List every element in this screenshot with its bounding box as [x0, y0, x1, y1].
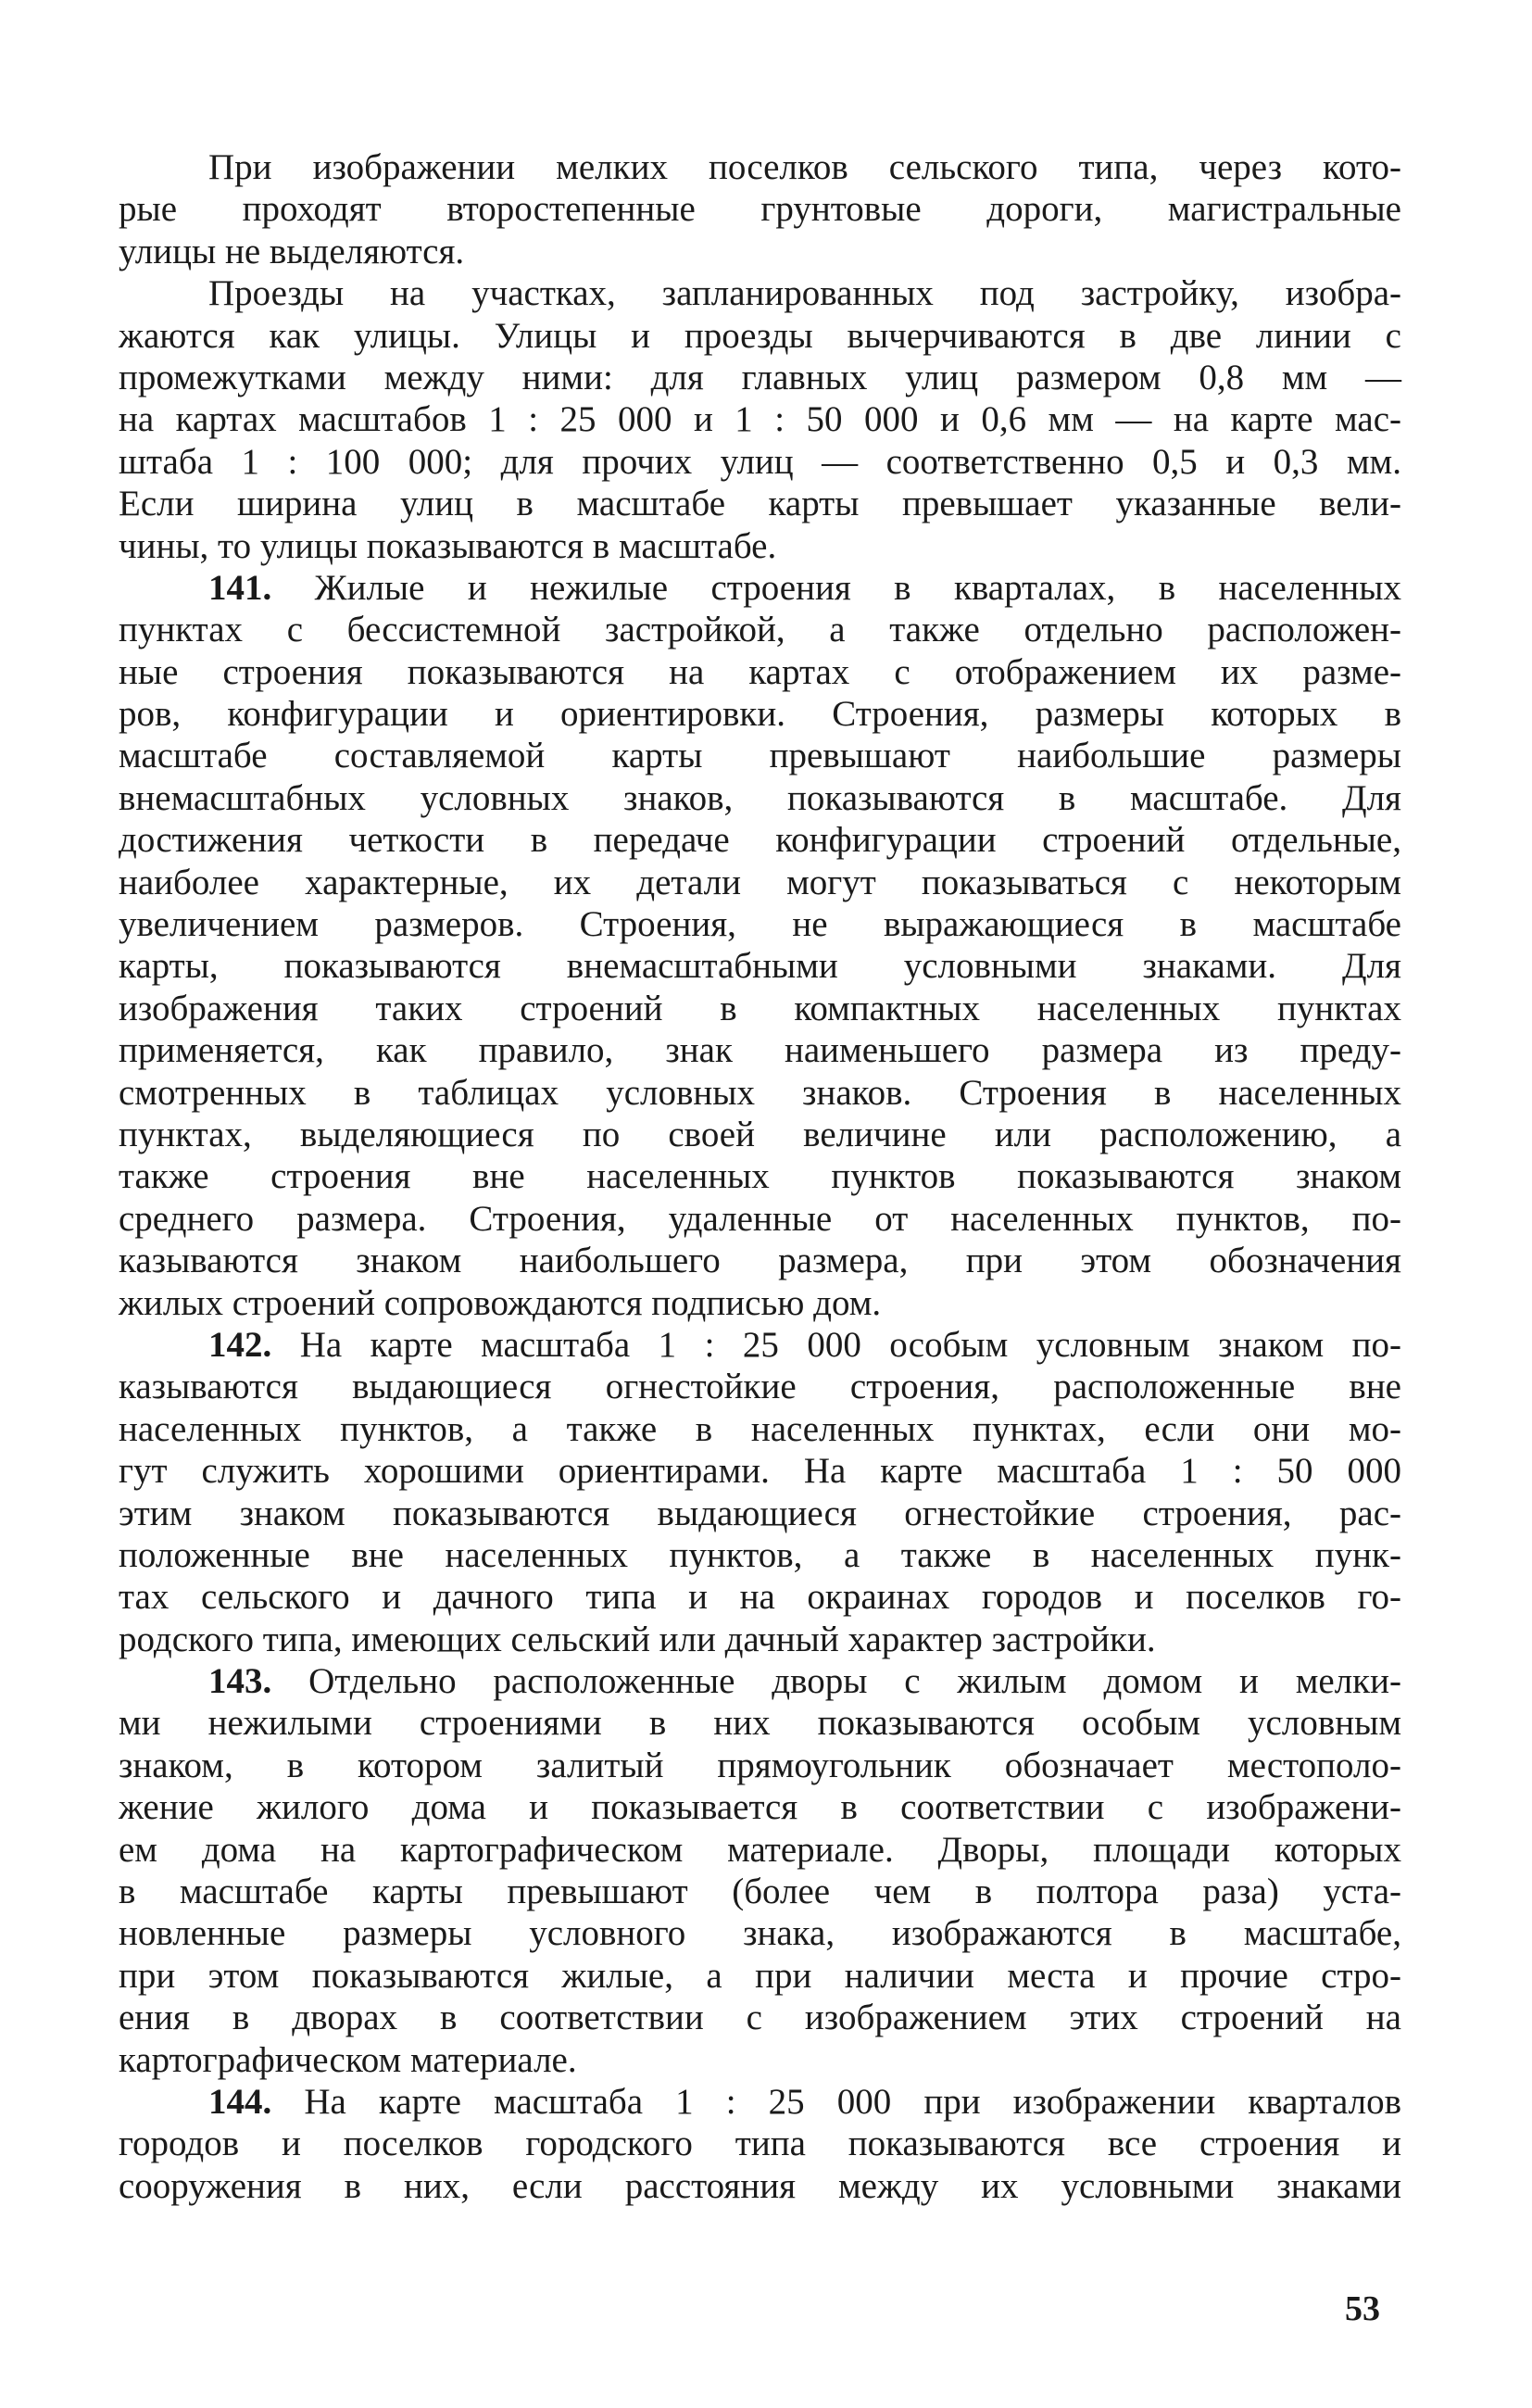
text-line — [119, 483, 1401, 524]
text-line — [119, 1324, 1401, 1366]
line-text: пунктах с бессистемной застройкой, а также отдельно расположен- — [119, 610, 1401, 650]
line-text: среднего размера. Строения, удаленные от населенных пунктов, по- — [119, 1198, 1401, 1239]
line-text: также строения вне населенных пунктов показываются знаком — [119, 1156, 1401, 1197]
line-text: городов и поселков городского типа показываются все строения и — [119, 2124, 1401, 2164]
line-text: достижения четкости в передаче конфигурации строений отдельные, — [119, 820, 1401, 861]
text-line — [119, 1534, 1401, 1576]
line-text: Отдельно расположенные дворы с жилым домом и мелки- — [271, 1661, 1401, 1702]
line-text: тах сельского и дачного типа и на окраинах городов и поселков го- — [119, 1577, 1401, 1618]
text-line — [119, 2165, 1401, 2207]
text-line — [119, 1871, 1401, 1912]
text-line — [119, 1114, 1401, 1155]
line-text: ми нежилыми строениями в них показываются особым условным — [119, 1703, 1401, 1744]
text-line — [119, 1660, 1401, 1702]
text-line — [119, 146, 1401, 188]
text-line — [119, 188, 1401, 230]
text-line — [119, 1493, 1401, 1534]
line-text: ные строения показываются на картах с отображением их разме- — [119, 651, 1401, 692]
line-text: населенных пунктов, а также в населенных пунктах, если они мо- — [119, 1408, 1401, 1449]
line-text: при этом показываются жилые, а при наличии места и прочие стро- — [119, 1955, 1401, 1996]
text-line — [119, 1576, 1401, 1618]
line-text: положенные вне населенных пунктов, а также в населенных пунк- — [119, 1534, 1401, 1575]
text-line — [119, 1745, 1401, 1786]
text-line — [119, 988, 1401, 1029]
line-text: промежутками между ними: для главных улиц размером 0,8 мм — — [119, 357, 1401, 397]
line-text: на картах масштабов 1 : 25 000 и 1 : 50 000 и 0,6 мм — на карте мас- — [119, 399, 1401, 440]
line-text: этим знаком показываются выдающиеся огнестойкие строения, рас- — [119, 1493, 1401, 1533]
section-number: 141. — [208, 567, 272, 608]
line-text: На карте масштаба 1 : 25 000 при изображении кварталов — [271, 2081, 1401, 2122]
section-number: 143. — [208, 1661, 272, 1702]
line-text: внемасштабных условных знаков, показываются в масштабе. Для — [119, 777, 1401, 818]
text-line — [119, 1366, 1401, 1407]
line-text: жилых строений сопровождаются подписью дом. — [119, 1282, 882, 1323]
text-line — [119, 398, 1401, 440]
line-text: Проезды на участках, запланированных под застройку, изобра- — [208, 273, 1401, 314]
text-line — [119, 651, 1401, 693]
line-text: Если ширина улиц в масштабе карты превышает указанные вели- — [119, 484, 1401, 524]
page-number: 53 — [1345, 2289, 1380, 2328]
line-text: На карте масштаба 1 : 25 000 особым условным знаком по- — [271, 1324, 1401, 1365]
line-text: При изображении мелких поселков сельского типа, через кото- — [208, 147, 1401, 187]
page-body — [119, 146, 1401, 2207]
line-text: знаком, в котором залитый прямоугольник обозначает местополо- — [119, 1745, 1401, 1785]
paragraph-p2 — [119, 272, 1401, 567]
paragraph-p144 — [119, 2081, 1401, 2207]
text-line — [119, 2039, 1401, 2081]
text-line — [119, 357, 1401, 398]
text-line — [119, 693, 1401, 735]
section-number: 142. — [208, 1324, 272, 1365]
paragraph-p1 — [119, 146, 1401, 272]
paragraph-p143 — [119, 1660, 1401, 2081]
line-text: казываются выдающиеся огнестойкие строения, расположенные вне — [119, 1367, 1401, 1407]
text-line — [119, 1240, 1401, 1281]
section-number: 144. — [208, 2081, 272, 2122]
paragraph-p142 — [119, 1324, 1401, 1660]
line-text: Жилые и нежилые строения в кварталах, в населенных — [271, 567, 1401, 608]
text-line — [119, 1786, 1401, 1828]
paragraph-p141 — [119, 567, 1401, 1324]
text-line — [119, 862, 1401, 903]
line-text: масштабе составляемой карты превышают наибольшие размеры — [119, 736, 1401, 776]
line-text: улицы не выделяются. — [119, 231, 465, 271]
line-text: изображения таких строений в компактных населенных пунктах — [119, 988, 1401, 1028]
line-text: в масштабе карты превышают (более чем в полтора раза) уста- — [119, 1872, 1401, 1912]
line-text: чины, то улицы показываются в масштабе. — [119, 525, 777, 566]
line-text: сооружения в них, если расстояния между их условными знаками — [119, 2165, 1401, 2206]
line-text: картографическом материале. — [119, 2039, 577, 2080]
text-line — [119, 231, 1401, 272]
text-line — [119, 1955, 1401, 1997]
text-line — [119, 441, 1401, 483]
text-line — [119, 2081, 1401, 2123]
text-line — [119, 1912, 1401, 1954]
text-line — [119, 1072, 1401, 1114]
text-line — [119, 1829, 1401, 1871]
text-line — [119, 1702, 1401, 1744]
text-line — [119, 1198, 1401, 1240]
text-line — [119, 2123, 1401, 2164]
line-text: штаба 1 : 100 000; для прочих улиц — соответственно 0,5 и 0,3 мм. — [119, 441, 1401, 482]
text-line — [119, 315, 1401, 357]
line-text: жение жилого дома и показывается в соответствии с изображени- — [119, 1787, 1401, 1828]
text-line — [119, 735, 1401, 776]
line-text: гут служить хорошими ориентирами. На карте масштаба 1 : 50 000 — [119, 1451, 1401, 1492]
text-line — [119, 1997, 1401, 2038]
text-line — [119, 1619, 1401, 1660]
text-line — [119, 272, 1401, 314]
line-text: ения в дворах в соответствии с изображением этих строений на — [119, 1998, 1401, 2038]
line-text: ров, конфигурации и ориентировки. Строения, размеры которых в — [119, 694, 1401, 735]
text-line — [119, 1408, 1401, 1450]
line-text: пунктах, выделяющиеся по своей величине или расположению, а — [119, 1114, 1401, 1154]
text-line — [119, 777, 1401, 819]
line-text: ем дома на картографическом материале. Дворы, площади которых — [119, 1829, 1401, 1870]
line-text: казываются знаком наибольшего размера, при этом обозначения — [119, 1241, 1401, 1281]
text-line — [119, 567, 1401, 609]
line-text: увеличением размеров. Строения, не выражающиеся в масштабе — [119, 904, 1401, 945]
text-line — [119, 525, 1401, 567]
line-text: родского типа, имеющих сельский или дачный характер застройки. — [119, 1619, 1156, 1659]
line-text: карты, показываются внемасштабными условными знаками. Для — [119, 946, 1401, 987]
line-text: рые проходят второстепенные грунтовые дороги, магистральные — [119, 189, 1401, 230]
text-line — [119, 1155, 1401, 1197]
line-text: новленные размеры условного знака, изображаются в масштабе, — [119, 1913, 1401, 1954]
line-text: применяется, как правило, знак наименьшего размера из преду- — [119, 1030, 1401, 1071]
text-line — [119, 1450, 1401, 1492]
text-line — [119, 903, 1401, 945]
text-line — [119, 819, 1401, 861]
text-line — [119, 1029, 1401, 1071]
text-line — [119, 945, 1401, 987]
text-line — [119, 609, 1401, 650]
line-text: наиболее характерные, их детали могут показываться с некоторым — [119, 862, 1401, 902]
line-text: жаются как улицы. Улицы и проезды вычерчиваются в две линии с — [119, 315, 1401, 356]
text-line — [119, 1282, 1401, 1324]
line-text: смотренных в таблицах условных знаков. Строения в населенных — [119, 1072, 1401, 1113]
